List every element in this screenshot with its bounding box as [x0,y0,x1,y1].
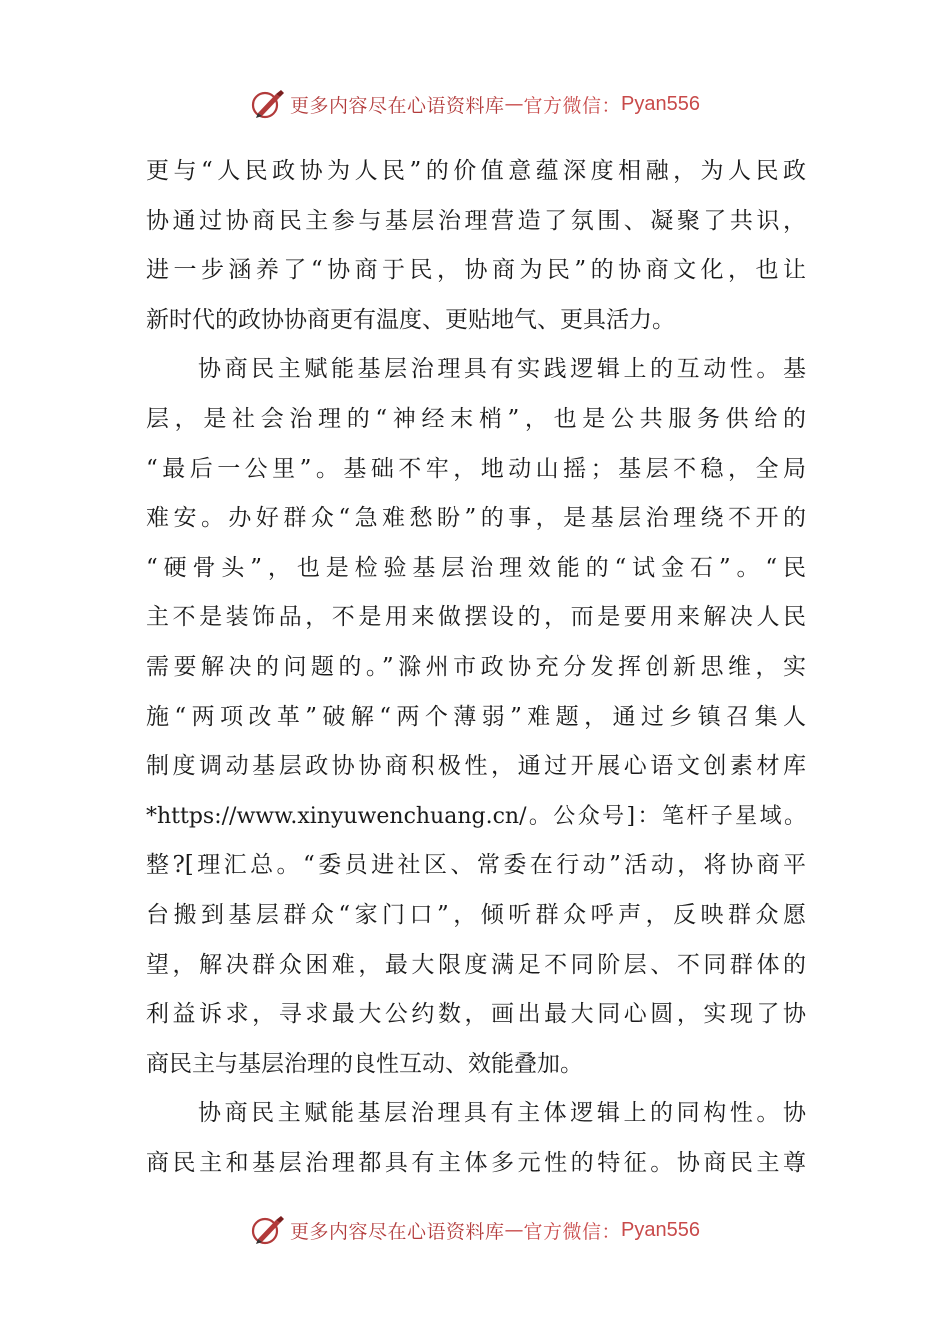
separator: — [504,1219,524,1241]
site-name: 更多内容尽在心语资料库 [290,94,505,117]
wechat-id: Pyan556 [621,1218,700,1241]
text-line: 制度调动基层政协协商积极性，通过开展心语文创素材库 [146,753,806,780]
paragraph-start-line: 协商民主赋能基层治理具有主体逻辑上的同构性。协 [198,1100,806,1127]
text-line: 施“两项改革”破解“两个薄弱”难题，通过乡镇召集人 [146,703,806,730]
pen-logo-icon [250,88,286,120]
separator: — [504,93,524,115]
pen-logo-icon [250,1214,286,1246]
header-banner [0,84,950,124]
text-line: “硬骨头”，也是检验基层治理效能的“试金石”。“民 [146,554,806,581]
text-line: 台搬到基层群众“家门口”，倾听群众呼声，反映群众愿 [146,901,806,928]
url-line: *https://www.xinyuwenchuang.cn/。公众号]：笔杆子星域。 [146,803,806,829]
text-line: “最后一公里”。基础不牢，地动山摇；基层不稳，全局 [146,455,806,482]
text-line: 层，是社会治理的“神经末梢”，也是公共服务供给的 [146,405,806,432]
wechat-label: 官方微信： [523,1220,622,1243]
text-line: 整?[理汇总。“委员进社区、常委在行动”活动，将协商平 [146,852,806,879]
text-line: 商民主和基层治理都具有主体多元性的特征。协商民主尊 [146,1149,806,1176]
text-line: 新时代的政协协商更有温度、更贴地气、更具活力。 [146,306,675,333]
document-body [146,147,806,1188]
text-line: 更与“人民政协为人民”的价值意蕴深度相融，为人民政 [146,158,806,184]
wechat-id: Pyan556 [621,92,700,115]
text-line: 商民主与基层治理的良性互动、效能叠加。 [146,1050,583,1077]
footer-banner [0,1210,950,1250]
text-line: 协通过协商民主参与基层治理营造了氛围、凝聚了共识， [146,207,806,234]
text-line: 需要解决的问题的。”滁州市政协充分发挥创新思维，实 [146,653,806,680]
wechat-label: 官方微信： [523,94,622,117]
text-line: 利益诉求，寻求最大公约数，画出最大同心圆，实现了协 [146,1001,806,1028]
site-name: 更多内容尽在心语资料库 [290,1220,505,1243]
text-line: 进一步涵养了“协商于民，协商为民”的协商文化，也让 [146,257,806,284]
text-line: 主不是装饰品，不是用来做摆设的，而是要用来解决人民 [146,604,806,631]
paragraph-start-line: 协商民主赋能基层治理具有实践逻辑上的互动性。基 [198,356,806,383]
text-line: 望，解决群众困难，最大限度满足不同阶层、不同群体的 [146,951,806,978]
text-line: 难安。办好群众“急难愁盼”的事，是基层治理绕不开的 [146,505,806,532]
